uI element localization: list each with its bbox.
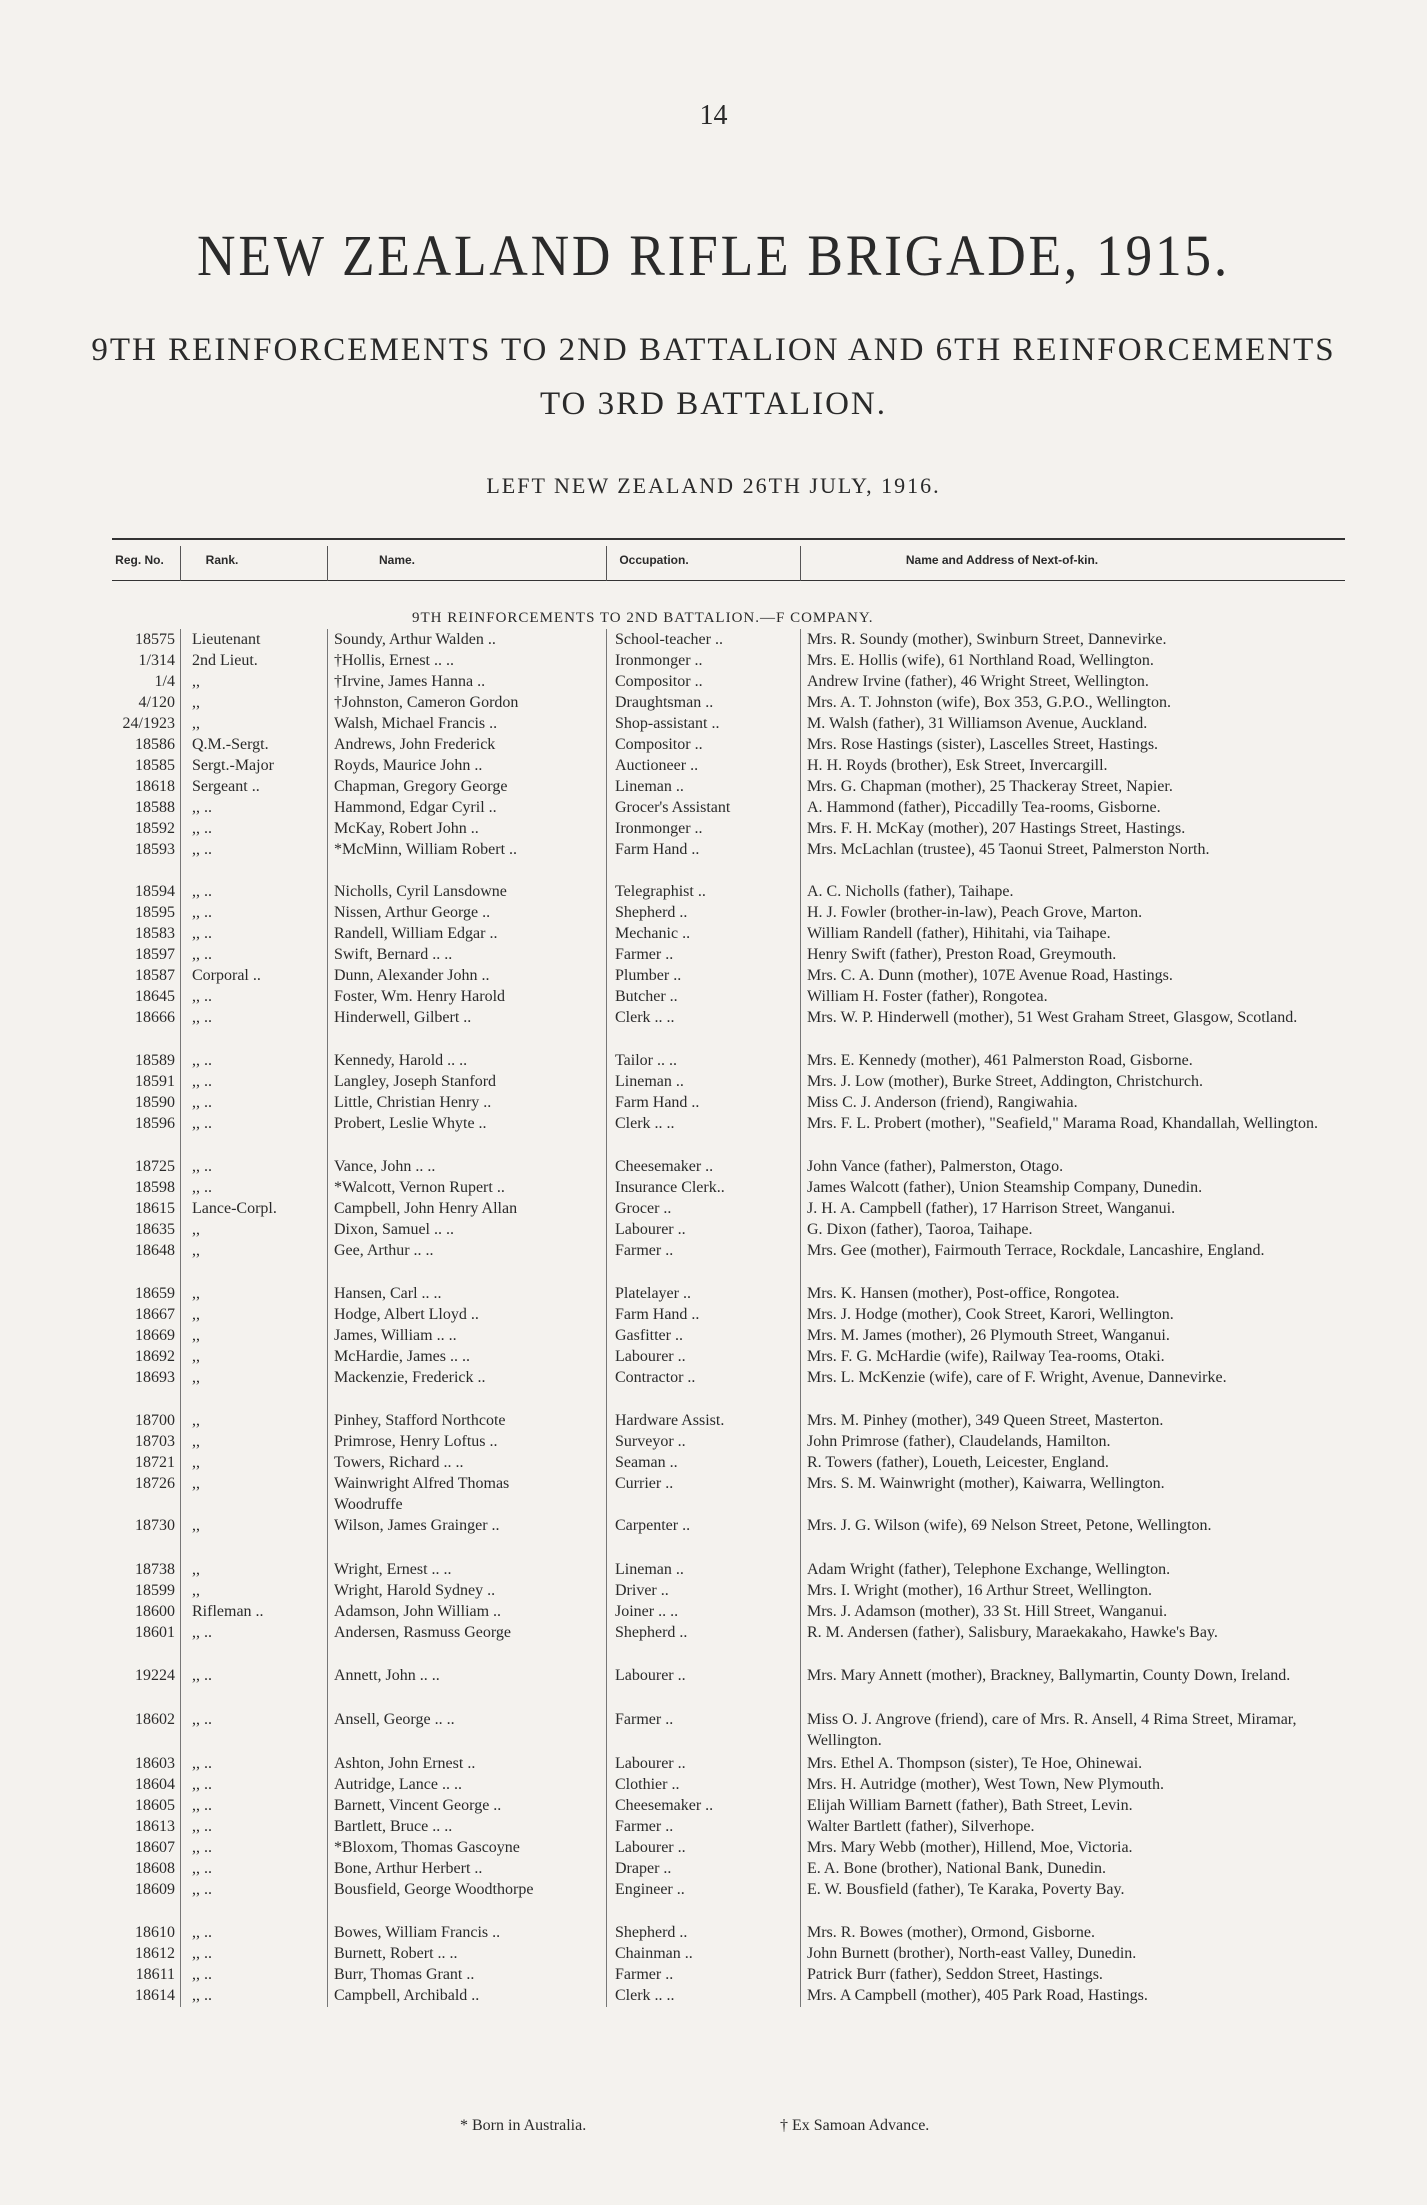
cell-nok: Mrs. J. G. Wilson (wife), 69 Nelson Street, Petone, Wellington.: [807, 1517, 1212, 1534]
cell-reg: 4/120: [138, 694, 175, 711]
cell-rank: ,, ..: [192, 1881, 212, 1898]
cell-occ: Clothier ..: [615, 1776, 680, 1793]
cell-rank: Q.M.-Sergt.: [192, 736, 269, 753]
cell-rank: ,, ..: [192, 1667, 212, 1684]
cell-reg: 18605: [135, 1797, 175, 1814]
cell-rank: ,, ..: [192, 1776, 212, 1793]
cell-rank: ,,: [192, 1475, 200, 1492]
cell-reg: 18648: [135, 1242, 175, 1259]
cell-occ: Plumber ..: [615, 967, 682, 984]
cell-reg: 18611: [135, 1966, 175, 1983]
cell-name: Nicholls, Cyril Lansdowne: [334, 883, 507, 900]
cell-reg: 18659: [135, 1285, 175, 1302]
cell-reg: 18588: [135, 799, 175, 816]
cell-nok: A. C. Nicholls (father), Taihape.: [807, 883, 1014, 900]
cell-name: Ashton, John Ernest ..: [334, 1755, 476, 1772]
column-divider: [606, 629, 607, 2007]
cell-nok: E. A. Bone (brother), National Bank, Dunedin.: [807, 1860, 1107, 1877]
cell-name: Hammond, Edgar Cyril ..: [334, 799, 497, 816]
cell-rank: ,, ..: [192, 841, 212, 858]
cell-nok: Mrs. F. H. McKay (mother), 207 Hastings Street, Hastings.: [807, 820, 1186, 837]
cell-rank: ,, ..: [192, 883, 212, 900]
cell-occ: Currier ..: [615, 1475, 674, 1492]
column-divider: [180, 546, 181, 581]
cell-reg: 18600: [135, 1603, 175, 1620]
cell-name: James, William .. ..: [334, 1327, 457, 1344]
cell-reg: 18596: [135, 1115, 175, 1132]
cell-occ: Compositor ..: [615, 673, 703, 690]
cell-occ: Driver ..: [615, 1582, 669, 1599]
cell-reg: 18738: [135, 1561, 175, 1578]
cell-nok: Mrs. J. Hodge (mother), Cook Street, Karori, Wellington.: [807, 1306, 1174, 1323]
cell-nok: Patrick Burr (father), Seddon Street, Hastings.: [807, 1966, 1103, 1983]
cell-reg: 18592: [135, 820, 175, 837]
cell-nok: Mrs. S. M. Wainwright (mother), Kaiwarra, Wellington.: [807, 1475, 1165, 1492]
cell-nok: Henry Swift (father), Preston Road, Greymouth.: [807, 946, 1117, 963]
cell-nok: William Randell (father), Hihitahi, via Taihape.: [807, 925, 1111, 942]
cell-occ: Hardware Assist.: [615, 1412, 725, 1429]
footnote-samoan-advance: † Ex Samoan Advance.: [780, 2117, 930, 2134]
cell-occ: Labourer ..: [615, 1221, 686, 1238]
header-rank: Rank.: [205, 553, 239, 567]
header-name: Name.: [378, 553, 416, 567]
cell-nok: Andrew Irvine (father), 46 Wright Street, Wellington.: [807, 673, 1149, 690]
cell-name: Swift, Bernard .. ..: [334, 946, 453, 963]
cell-reg: 18598: [135, 1179, 175, 1196]
cell-name: Hansen, Carl .. ..: [334, 1285, 442, 1302]
cell-name: †Irvine, James Hanna ..: [334, 673, 486, 690]
cell-nok: John Primrose (father), Claudelands, Hamilton.: [807, 1433, 1111, 1450]
cell-rank: ,, ..: [192, 799, 212, 816]
cell-rank: ,, ..: [192, 1094, 212, 1111]
cell-nok: J. H. A. Campbell (father), 17 Harrison Street, Wanganui.: [807, 1200, 1176, 1217]
cell-reg: 18721: [135, 1454, 175, 1471]
cell-occ: Contractor ..: [615, 1369, 696, 1386]
cell-name: Wright, Ernest .. ..: [334, 1561, 452, 1578]
cell-reg: 18594: [135, 883, 175, 900]
cell-reg: 18602: [135, 1711, 175, 1728]
header-next-of-kin: Name and Address of Next-of-kin.: [905, 553, 1099, 567]
cell-rank: Lieutenant: [192, 631, 261, 648]
cell-nok: Mrs. H. Autridge (mother), West Town, New Plymouth.: [807, 1776, 1164, 1793]
cell-occ: Engineer ..: [615, 1881, 685, 1898]
cell-rank: ,, ..: [192, 1179, 212, 1196]
cell-nok: James Walcott (father), Union Steamship Company, Dunedin.: [807, 1179, 1203, 1196]
cell-rank: ,,: [192, 1327, 200, 1344]
cell-rank: ,,: [192, 1369, 200, 1386]
cell-nok: R. Towers (father), Loueth, Leicester, England.: [807, 1454, 1109, 1471]
cell-name: *McMinn, William Robert ..: [334, 841, 518, 858]
cell-nok: Mrs. J. Adamson (mother), 33 St. Hill Street, Wanganui.: [807, 1603, 1168, 1620]
cell-rank: ,, ..: [192, 1009, 212, 1026]
cell-rank: ,, ..: [192, 1755, 212, 1772]
cell-reg: 24/1923: [122, 715, 175, 732]
cell-occ: Tailor .. ..: [615, 1052, 677, 1069]
footnote-born-australia: * Born in Australia.: [460, 2117, 587, 2134]
cell-nok: Mrs. E. Kennedy (mother), 461 Palmerston Road, Gisborne.: [807, 1052, 1193, 1069]
cell-rank: ,,: [192, 1517, 200, 1534]
cell-nok: Mrs. McLachlan (trustee), 45 Taonui Street, Palmerston North.: [807, 841, 1210, 858]
cell-occ: Clerk .. ..: [615, 1115, 675, 1132]
page-number: 14: [699, 100, 728, 131]
cell-name: Little, Christian Henry ..: [334, 1094, 492, 1111]
cell-nok: Mrs. M. James (mother), 26 Plymouth Street, Wanganui.: [807, 1327, 1170, 1344]
cell-reg: 18614: [135, 1987, 175, 2004]
cell-occ: Labourer ..: [615, 1348, 686, 1365]
cell-occ: Labourer ..: [615, 1839, 686, 1856]
cell-rank: ,, ..: [192, 946, 212, 963]
cell-name: Ansell, George .. ..: [334, 1711, 455, 1728]
cell-name: Primrose, Henry Loftus ..: [334, 1433, 498, 1450]
cell-name: Gee, Arthur .. ..: [334, 1242, 434, 1259]
cell-reg: 18604: [135, 1776, 175, 1793]
cell-rank: ,, ..: [192, 988, 212, 1005]
cell-occ: Farmer ..: [615, 1966, 674, 1983]
cell-name: Walsh, Michael Francis ..: [334, 715, 498, 732]
cell-nok: Mrs. L. McKenzie (wife), care of F. Wright, Avenue, Dannevirke.: [807, 1369, 1227, 1386]
cell-rank: Sergeant ..: [192, 778, 260, 795]
cell-reg: 18726: [135, 1475, 175, 1492]
page-subtitle: 9TH REINFORCEMENTS TO 2ND BATTALION AND 6TH REINFORCEMENTS TO 3RD BATTALION.: [91, 332, 1336, 422]
cell-name: Langley, Joseph Stanford: [334, 1073, 497, 1090]
cell-name: Wright, Harold Sydney ..: [334, 1582, 496, 1599]
cell-reg: 18666: [135, 1009, 175, 1026]
cell-name: Bone, Arthur Herbert ..: [334, 1860, 483, 1877]
cell-occ: Joiner .. ..: [615, 1603, 679, 1620]
cell-reg: 18593: [135, 841, 175, 858]
cell-name: Bowes, William Francis ..: [334, 1924, 501, 1941]
cell-name: †Johnston, Cameron Gordon: [334, 694, 519, 711]
cell-occ: Farmer ..: [615, 1818, 674, 1835]
cell-occ: Carpenter ..: [615, 1517, 691, 1534]
cell-reg: 19224: [135, 1667, 175, 1684]
cell-rank: ,, ..: [192, 1839, 212, 1856]
cell-name: Campbell, John Henry Allan: [334, 1200, 518, 1217]
cell-name: Soundy, Arthur Walden ..: [334, 631, 496, 648]
cell-nok: Mrs. R. Bowes (mother), Ormond, Gisborne.: [807, 1924, 1095, 1941]
cell-occ: Farm Hand ..: [615, 1306, 700, 1323]
cell-reg: 1/4: [154, 673, 175, 690]
cell-name: Bousfield, George Woodthorpe: [334, 1881, 534, 1898]
cell-reg: 18586: [135, 736, 175, 753]
cell-occ: Seaman ..: [615, 1454, 678, 1471]
cell-rank: ,, ..: [192, 1624, 212, 1641]
cell-nok: Mrs. W. P. Hinderwell (mother), 51 West Graham Street, Glasgow, Scotland.: [807, 1009, 1298, 1026]
cell-rank: ,,: [192, 673, 200, 690]
cell-occ: School-teacher ..: [615, 631, 723, 648]
cell-occ: Farm Hand ..: [615, 841, 700, 858]
cell-name: Campbell, Archibald ..: [334, 1987, 480, 2004]
cell-name: Adamson, John William ..: [334, 1603, 502, 1620]
cell-name: Chapman, Gregory George: [334, 778, 508, 795]
column-divider: [327, 629, 328, 2007]
cell-nok: Mrs. Mary Webb (mother), Hillend, Moe, Victoria.: [807, 1839, 1133, 1856]
cell-reg: 18587: [135, 967, 175, 984]
column-divider: [327, 546, 328, 581]
cell-name: Vance, John .. ..: [334, 1158, 436, 1175]
cell-reg: 18603: [135, 1755, 175, 1772]
cell-nok: Mrs. F. L. Probert (mother), "Seafield," Marama Road, Khandallah, Wellington.: [807, 1115, 1318, 1132]
cell-occ: Draughtsman ..: [615, 694, 714, 711]
cell-rank: ,, ..: [192, 820, 212, 837]
cell-occ: Butcher ..: [615, 988, 678, 1005]
cell-name: Pinhey, Stafford Northcote: [334, 1412, 506, 1429]
cell-rank: 2nd Lieut.: [192, 652, 258, 669]
page-title: NEW ZEALAND RIFLE BRIGADE, 1915.: [197, 223, 1230, 288]
cell-reg: 18591: [135, 1073, 175, 1090]
cell-rank: Corporal ..: [192, 967, 261, 984]
cell-name: Wilson, James Grainger ..: [334, 1517, 500, 1534]
cell-nok: Walter Bartlett (father), Silverhope.: [807, 1818, 1035, 1835]
cell-reg: 18703: [135, 1433, 175, 1450]
cell-rank: ,,: [192, 1221, 200, 1238]
cell-name: Hodge, Albert Lloyd ..: [334, 1306, 479, 1323]
cell-occ: Platelayer ..: [615, 1285, 691, 1302]
cell-rank: ,, ..: [192, 1945, 212, 1962]
column-divider: [606, 546, 607, 581]
cell-reg: 18589: [135, 1052, 175, 1069]
cell-reg: 18613: [135, 1818, 175, 1835]
cell-nok: Elijah William Barnett (father), Bath Street, Levin.: [807, 1797, 1133, 1814]
cell-rank: ,, ..: [192, 1860, 212, 1877]
cell-nok: John Burnett (brother), North-east Valley, Dunedin.: [807, 1945, 1137, 1962]
cell-rank: Sergt.-Major: [192, 757, 274, 774]
cell-nok: M. Walsh (father), 31 Williamson Avenue, Auckland.: [807, 715, 1148, 732]
cell-name: McHardie, James .. ..: [334, 1348, 470, 1365]
cell-name: Towers, Richard .. ..: [334, 1454, 464, 1471]
cell-occ: Farmer ..: [615, 946, 674, 963]
cell-nok: A. Hammond (father), Piccadilly Tea-rooms, Gisborne.: [807, 799, 1161, 816]
cell-rank: ,, ..: [192, 925, 212, 942]
cell-rank: ,,: [192, 715, 200, 732]
cell-occ: Gasfitter ..: [615, 1327, 683, 1344]
cell-reg: 18609: [135, 1881, 175, 1898]
cell-rank: ,,: [192, 1454, 200, 1471]
cell-reg: 18615: [135, 1200, 175, 1217]
cell-name: *Walcott, Vernon Rupert ..: [334, 1179, 505, 1196]
cell-occ: Chainman ..: [615, 1945, 693, 1962]
cell-rank: ,, ..: [192, 1924, 212, 1941]
cell-reg: 18669: [135, 1327, 175, 1344]
cell-nok: Mrs. K. Hansen (mother), Post-office, Rongotea.: [807, 1285, 1120, 1302]
cell-rank: ,, ..: [192, 1052, 212, 1069]
cell-name: Probert, Leslie Whyte ..: [334, 1115, 487, 1132]
cell-nok: Mrs. Rose Hastings (sister), Lascelles Street, Hastings.: [807, 736, 1159, 753]
cell-name: McKay, Robert John ..: [334, 820, 479, 837]
cell-nok: Mrs. E. Hollis (wife), 61 Northland Road, Wellington.: [807, 652, 1154, 669]
cell-rank: ,,: [192, 1306, 200, 1323]
column-divider: [800, 629, 801, 2007]
cell-reg: 18635: [135, 1221, 175, 1238]
cell-nok: E. W. Bousfield (father), Te Karaka, Poverty Bay.: [807, 1881, 1125, 1898]
cell-reg: 18601: [135, 1624, 175, 1641]
cell-nok: Mrs. A. T. Johnston (wife), Box 353, G.P.O., Wellington.: [807, 694, 1172, 711]
cell-name: Hinderwell, Gilbert ..: [334, 1009, 472, 1026]
cell-rank: ,,: [192, 1433, 200, 1450]
cell-nok: H. H. Royds (brother), Esk Street, Invercargill.: [807, 757, 1108, 774]
cell-occ: Insurance Clerk..: [615, 1179, 725, 1196]
cell-reg: 18575: [135, 631, 175, 648]
cell-nok: H. J. Fowler (brother-in-law), Peach Grove, Marton.: [807, 904, 1143, 921]
cell-name: Andrews, John Frederick: [334, 736, 496, 753]
cell-rank: Rifleman ..: [192, 1603, 264, 1620]
cell-reg: 18590: [135, 1094, 175, 1111]
cell-name: Andersen, Rasmuss George: [334, 1624, 512, 1641]
cell-reg: 18612: [135, 1945, 175, 1962]
cell-reg: 18618: [135, 778, 175, 795]
cell-occ: Mechanic ..: [615, 925, 691, 942]
cell-name: Nissen, Arthur George ..: [334, 904, 491, 921]
cell-reg: 18595: [135, 904, 175, 921]
cell-occ: Telegraphist ..: [615, 883, 706, 900]
cell-name: Royds, Maurice John ..: [334, 757, 483, 774]
cell-reg: 18583: [135, 925, 175, 942]
cell-rank: ,, ..: [192, 1797, 212, 1814]
cell-reg: 18645: [135, 988, 175, 1005]
cell-occ: Compositor ..: [615, 736, 703, 753]
cell-rank: ,,: [192, 694, 200, 711]
cell-reg: 18667: [135, 1306, 175, 1323]
cell-nok: William H. Foster (father), Rongotea.: [807, 988, 1048, 1005]
cell-nok: Mrs. Mary Annett (mother), Brackney, Ballymartin, County Down, Ireland.: [807, 1667, 1291, 1684]
header-reg-no: Reg. No.: [115, 553, 164, 567]
cell-nok: Mrs. J. Low (mother), Burke Street, Addington, Christchurch.: [807, 1073, 1203, 1090]
cell-reg: 18585: [135, 757, 175, 774]
cell-occ: Farmer ..: [615, 1711, 674, 1728]
departure-date: LEFT NEW ZEALAND 26TH JULY, 1916.: [486, 473, 941, 498]
cell-occ: Lineman ..: [615, 1561, 684, 1578]
cell-occ: Lineman ..: [615, 778, 684, 795]
cell-rank: ,,: [192, 1412, 200, 1429]
cell-name: Mackenzie, Frederick ..: [334, 1369, 486, 1386]
cell-occ: Surveyor ..: [615, 1433, 686, 1450]
cell-name: Autridge, Lance .. ..: [334, 1776, 462, 1793]
cell-reg: 18725: [135, 1158, 175, 1175]
cell-name: Dixon, Samuel .. ..: [334, 1221, 454, 1238]
cell-occ: Labourer ..: [615, 1667, 686, 1684]
cell-rank: ,,: [192, 1582, 200, 1599]
cell-reg: 18607: [135, 1839, 175, 1856]
cell-occ: Cheesemaker ..: [615, 1797, 714, 1814]
cell-nok: Mrs. R. Soundy (mother), Swinburn Street, Dannevirke.: [807, 631, 1167, 648]
cell-occ: Labourer ..: [615, 1755, 686, 1772]
header-occupation: Occupation.: [619, 553, 689, 567]
cell-name: Foster, Wm. Henry Harold: [334, 988, 506, 1005]
column-divider: [800, 546, 801, 581]
cell-name: Wainwright Alfred Thomas Woodruffe: [334, 1475, 510, 1513]
cell-occ: Clerk .. ..: [615, 1009, 675, 1026]
cell-nok: Mrs. F. G. McHardie (wife), Railway Tea-rooms, Otaki.: [807, 1348, 1165, 1365]
cell-reg: 1/314: [138, 652, 175, 669]
cell-rank: ,, ..: [192, 1711, 212, 1728]
cell-rank: ,, ..: [192, 1966, 212, 1983]
header-rule-top: [112, 538, 1345, 540]
cell-rank: ,, ..: [192, 1818, 212, 1835]
cell-reg: 18599: [135, 1582, 175, 1599]
cell-occ: Grocer ..: [615, 1200, 672, 1217]
column-divider: [180, 629, 181, 2007]
cell-rank: ,,: [192, 1242, 200, 1259]
cell-occ: Draper ..: [615, 1860, 672, 1877]
cell-name: Randell, William Edgar ..: [334, 925, 498, 942]
cell-occ: Shepherd ..: [615, 1624, 688, 1641]
cell-reg: 18597: [135, 946, 175, 963]
cell-occ: Grocer's Assistant: [615, 799, 731, 816]
cell-name: Burnett, Robert .. ..: [334, 1945, 458, 1962]
cell-nok: G. Dixon (father), Taoroa, Taihape.: [807, 1221, 1033, 1238]
cell-nok: Mrs. Ethel A. Thompson (sister), Te Hoe, Ohinewai.: [807, 1755, 1143, 1772]
cell-name: Barnett, Vincent George ..: [334, 1797, 502, 1814]
cell-occ: Farm Hand ..: [615, 1094, 700, 1111]
header-rule-bottom: [112, 580, 1345, 581]
cell-occ: Farmer ..: [615, 1242, 674, 1259]
cell-occ: Ironmonger ..: [615, 820, 703, 837]
cell-occ: Cheesemaker ..: [615, 1158, 714, 1175]
cell-name: Kennedy, Harold .. ..: [334, 1052, 468, 1069]
cell-reg: 18608: [135, 1860, 175, 1877]
cell-rank: ,, ..: [192, 1073, 212, 1090]
cell-nok: Mrs. Gee (mother), Fairmouth Terrace, Rockdale, Lancashire, England.: [807, 1242, 1265, 1259]
cell-occ: Ironmonger ..: [615, 652, 703, 669]
cell-nok: Mrs. M. Pinhey (mother), 349 Queen Street, Masterton.: [807, 1412, 1164, 1429]
cell-occ: Clerk .. ..: [615, 1987, 675, 2004]
cell-name: †Hollis, Ernest .. ..: [334, 652, 454, 669]
cell-rank: ,, ..: [192, 1158, 212, 1175]
cell-nok: Mrs. C. A. Dunn (mother), 107E Avenue Road, Hastings.: [807, 967, 1173, 984]
cell-occ: Shepherd ..: [615, 904, 688, 921]
cell-rank: ,, ..: [192, 1115, 212, 1132]
cell-occ: Shepherd ..: [615, 1924, 688, 1941]
cell-reg: 18730: [135, 1517, 175, 1534]
cell-nok: John Vance (father), Palmerston, Otago.: [807, 1158, 1064, 1175]
cell-nok: Mrs. A Campbell (mother), 405 Park Road, Hastings.: [807, 1987, 1148, 2004]
cell-nok: R. M. Andersen (father), Salisbury, Maraekakaho, Hawke's Bay.: [807, 1624, 1218, 1641]
cell-name: *Bloxom, Thomas Gascoyne: [334, 1839, 520, 1856]
cell-nok: Mrs. I. Wright (mother), 16 Arthur Street, Wellington.: [807, 1582, 1152, 1599]
cell-name: Annett, John .. ..: [334, 1667, 440, 1684]
cell-rank: ,, ..: [192, 1987, 212, 2004]
cell-rank: Lance-Corpl.: [192, 1200, 277, 1217]
cell-reg: 18610: [135, 1924, 175, 1941]
cell-rank: ,, ..: [192, 904, 212, 921]
cell-rank: ,,: [192, 1348, 200, 1365]
cell-rank: ,,: [192, 1285, 200, 1302]
cell-reg: 18692: [135, 1348, 175, 1365]
cell-name: Burr, Thomas Grant ..: [334, 1966, 475, 1983]
cell-nok: Adam Wright (father), Telephone Exchange, Wellington.: [807, 1561, 1171, 1578]
cell-occ: Lineman ..: [615, 1073, 684, 1090]
cell-occ: Auctioneer ..: [615, 757, 699, 774]
cell-reg: 18693: [135, 1369, 175, 1386]
cell-name: Bartlett, Bruce .. ..: [334, 1818, 453, 1835]
cell-nok: Mrs. G. Chapman (mother), 25 Thackeray Street, Napier.: [807, 778, 1173, 795]
cell-nok: Miss O. J. Angrove (friend), care of Mrs. R. Ansell, 4 Rima Street, Miramar, Wellington.: [807, 1711, 1297, 1749]
cell-rank: ,,: [192, 1561, 200, 1578]
cell-nok: Miss C. J. Anderson (friend), Rangiwahia.: [807, 1094, 1078, 1111]
cell-reg: 18700: [135, 1412, 175, 1429]
section-title: 9TH REINFORCEMENTS TO 2ND BATTALION.—F COMPANY.: [412, 610, 874, 626]
cell-occ: Shop-assistant ..: [615, 715, 720, 732]
cell-name: Dunn, Alexander John ..: [334, 967, 490, 984]
